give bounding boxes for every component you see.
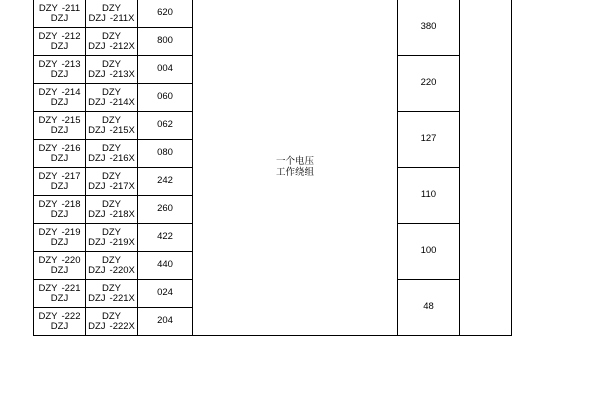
code-prefix-bottom: DZJ (88, 12, 106, 24)
code-prefix-top: DZY (102, 226, 121, 238)
type-prefix-top: DZY (38, 142, 58, 154)
code-prefix-bottom: DZJ (88, 124, 106, 136)
type-suffix: -214 (61, 86, 81, 98)
code-suffix: -214X (109, 96, 135, 108)
value-text: 220 (420, 77, 437, 89)
type-prefix-bottom: DZJ (50, 292, 69, 304)
cell-value (398, 0, 460, 56)
cell-type (34, 252, 86, 280)
cell-type (34, 112, 86, 140)
cell-code (86, 168, 138, 196)
cell-type (34, 56, 86, 84)
type-prefix-top: DZY (38, 310, 58, 322)
code-prefix-top: DZY (102, 2, 121, 14)
code-prefix-bottom: DZJ (88, 96, 106, 108)
value-text: 380 (420, 21, 437, 33)
code-prefix-bottom: DZJ (88, 180, 106, 192)
type-prefix-top: DZY (38, 2, 58, 14)
cell-number: 800 (138, 28, 193, 56)
cell-type (34, 196, 86, 224)
cell-code (86, 112, 138, 140)
value-text: 100 (420, 245, 437, 257)
code-suffix: -217X (109, 180, 135, 192)
cell-number: 204 (138, 308, 193, 336)
code-prefix-top: DZY (102, 282, 121, 294)
code-prefix-bottom: DZJ (88, 208, 106, 220)
type-prefix-top: DZY (38, 254, 58, 266)
type-suffix: -215 (61, 114, 81, 126)
cell-value (398, 224, 460, 280)
cell-description (193, 0, 398, 336)
cell-value (398, 112, 460, 168)
code-suffix: -215X (109, 124, 135, 136)
cell-type (34, 224, 86, 252)
type-prefix-bottom: DZJ (50, 320, 69, 332)
cell-type (34, 28, 86, 56)
code-prefix-bottom: DZJ (88, 152, 106, 164)
cell-number: 242 (138, 168, 193, 196)
type-prefix-top: DZY (38, 30, 58, 42)
cell-code (86, 196, 138, 224)
cell-code (86, 28, 138, 56)
cell-last-empty (460, 0, 512, 336)
code-suffix: -219X (109, 236, 135, 248)
code-prefix-bottom: DZJ (88, 40, 106, 52)
cell-code (86, 56, 138, 84)
value-text: 48 (423, 301, 434, 313)
code-prefix-bottom: DZJ (88, 68, 106, 80)
cell-value (398, 168, 460, 224)
cell-value (398, 56, 460, 112)
type-prefix-bottom: DZJ (50, 12, 69, 24)
type-suffix: -220 (61, 254, 81, 266)
cell-code (86, 84, 138, 112)
code-prefix-top: DZY (102, 198, 121, 210)
cell-number: 620 (138, 0, 193, 28)
description-line-1: 一个电压 (275, 155, 314, 167)
code-prefix-top: DZY (102, 114, 121, 126)
code-prefix-top: DZY (102, 170, 121, 182)
cell-type (34, 0, 86, 28)
cell-type (34, 280, 86, 308)
type-prefix-bottom: DZJ (50, 68, 69, 80)
cell-type (34, 308, 86, 336)
type-prefix-top: DZY (38, 170, 58, 182)
type-suffix: -211 (61, 2, 81, 14)
value-text: 127 (420, 133, 437, 145)
cell-number: 062 (138, 112, 193, 140)
code-prefix-top: DZY (102, 30, 121, 42)
code-prefix-top: DZY (102, 86, 121, 98)
cell-type (34, 168, 86, 196)
type-suffix: -218 (61, 198, 81, 210)
value-text: 110 (420, 189, 437, 201)
cell-code (86, 280, 138, 308)
code-suffix: -213X (109, 68, 135, 80)
type-suffix: -216 (61, 142, 81, 154)
type-suffix: -212 (61, 30, 81, 42)
cell-code (86, 308, 138, 336)
code-suffix: -222X (109, 320, 135, 332)
type-prefix-top: DZY (38, 114, 58, 126)
type-suffix: -213 (61, 58, 81, 70)
cell-number: 080 (138, 140, 193, 168)
code-suffix: -221X (109, 292, 135, 304)
type-prefix-bottom: DZJ (50, 96, 69, 108)
type-prefix-bottom: DZJ (50, 152, 69, 164)
type-prefix-bottom: DZJ (50, 40, 69, 52)
cell-code (86, 140, 138, 168)
cell-number: 004 (138, 56, 193, 84)
code-suffix: -218X (109, 208, 135, 220)
code-suffix: -220X (109, 264, 135, 276)
code-prefix-bottom: DZJ (88, 292, 106, 304)
cell-type (34, 84, 86, 112)
type-prefix-bottom: DZJ (50, 208, 69, 220)
type-prefix-bottom: DZJ (50, 264, 69, 276)
code-prefix-top: DZY (102, 310, 121, 322)
type-prefix-top: DZY (38, 198, 58, 210)
code-prefix-top: DZY (102, 58, 121, 70)
cell-value (398, 280, 460, 336)
cell-number: 422 (138, 224, 193, 252)
code-prefix-top: DZY (102, 254, 121, 266)
cell-number: 260 (138, 196, 193, 224)
type-prefix-bottom: DZJ (50, 236, 69, 248)
table-row (34, 0, 512, 28)
type-prefix-top: DZY (38, 58, 58, 70)
description-line-2: 工作绕组 (275, 166, 314, 178)
code-suffix: -212X (109, 40, 135, 52)
code-prefix-bottom: DZJ (88, 236, 106, 248)
code-prefix-bottom: DZJ (88, 320, 106, 332)
code-suffix: -211X (109, 12, 135, 24)
cell-number: 440 (138, 252, 193, 280)
type-prefix-top: DZY (38, 226, 58, 238)
code-prefix-bottom: DZJ (88, 264, 106, 276)
type-suffix: -217 (61, 170, 81, 182)
code-prefix-top: DZY (102, 142, 121, 154)
cell-number: 060 (138, 84, 193, 112)
cell-code (86, 224, 138, 252)
cell-type (34, 140, 86, 168)
type-prefix-bottom: DZJ (50, 124, 69, 136)
cell-code (86, 0, 138, 28)
type-suffix: -219 (61, 226, 81, 238)
type-suffix: -222 (61, 310, 81, 322)
specification-table (33, 0, 512, 336)
cell-code (86, 252, 138, 280)
cell-number: 024 (138, 280, 193, 308)
type-prefix-bottom: DZJ (50, 180, 69, 192)
type-prefix-top: DZY (38, 282, 58, 294)
code-suffix: -216X (109, 152, 135, 164)
type-prefix-top: DZY (38, 86, 58, 98)
type-suffix: -221 (61, 282, 81, 294)
